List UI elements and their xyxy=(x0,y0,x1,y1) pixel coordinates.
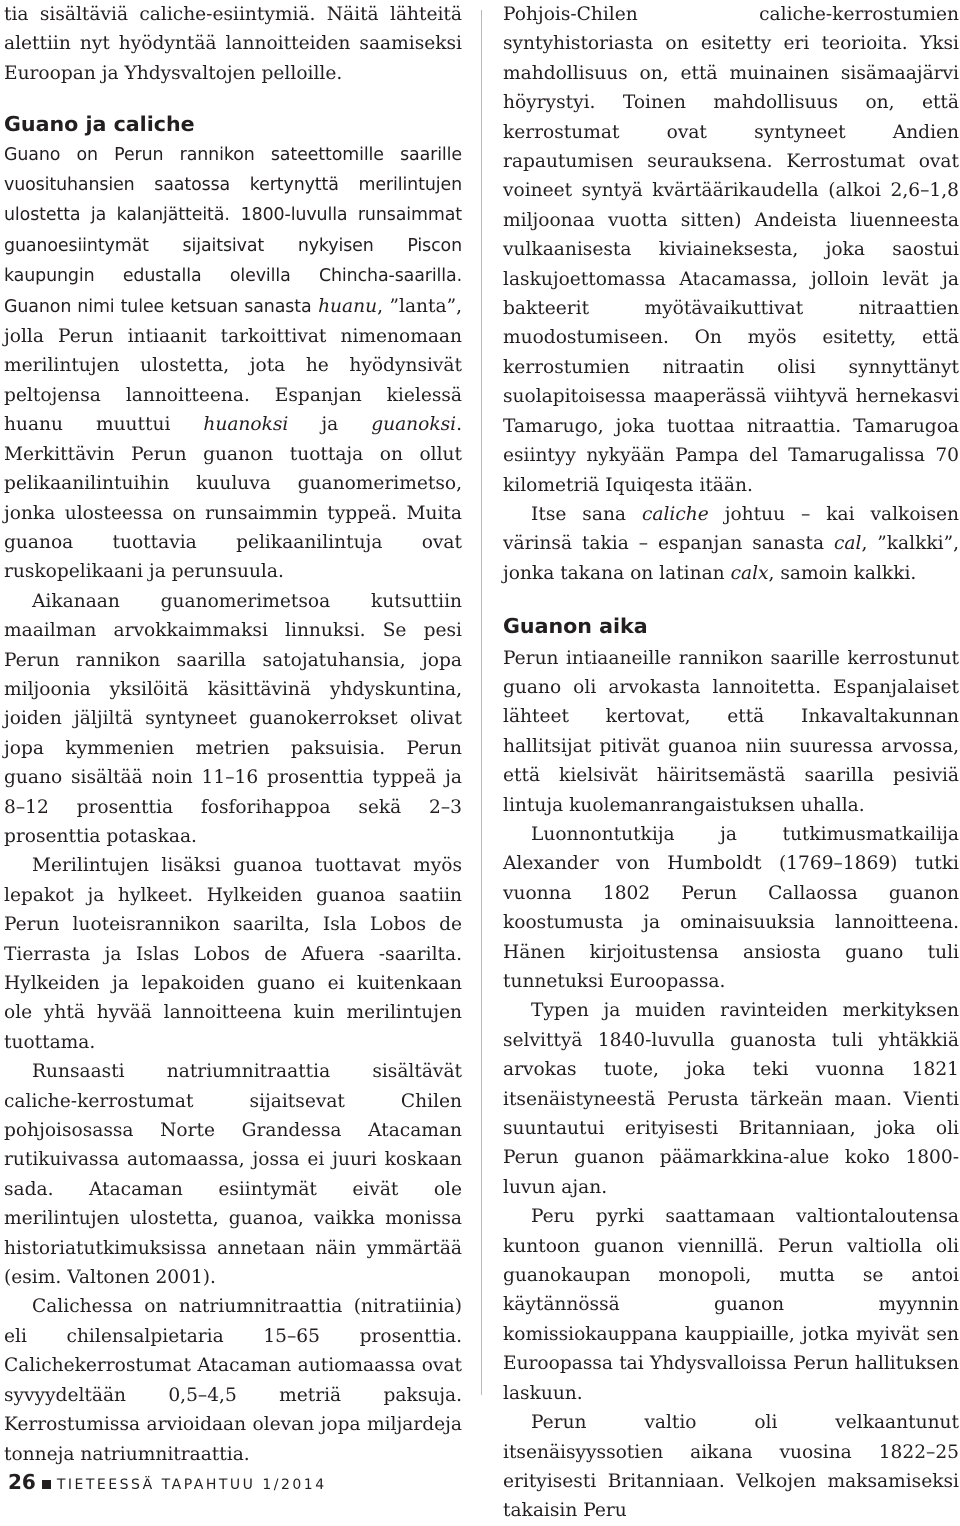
text-run: 1800-luvulla runsaimmat guanoesiintymät sijaitsivat nykyisen Piscon kaupungin edustalla olevilla Chincha-saarilla. xyxy=(4,205,462,287)
term-calx: calx xyxy=(730,562,769,584)
paragraph-natriumnitraatti: Calichessa on natriumnitraattia (nitratiinia) eli chilensalpietaria 15–65 prosenttia. Calichekerrostumat Atacaman autiomaassa ovat syvyydeltään 0,5–4,5 metriä paksuja. Kerrostumissa arvioidaan olevan jopa miljardeja tonneja natriumnitraattia. xyxy=(4,1296,462,1465)
term-cal: cal xyxy=(833,533,862,555)
section-heading-guanon-aika: Guanon aika xyxy=(503,614,648,639)
text-run: Guanon nimi tulee ketsuan sanasta xyxy=(4,296,312,317)
left-column xyxy=(4,0,462,1469)
paragraph-caliche-kerrostumat: Runsaasti natriumnitraattia sisältävät caliche-kerrostumat sijaitsevat Chilen pohjoisosassa Norte Grandessa Atacaman rutikuivassa automaassa, jossa ei juuri koskaan sada. Atacaman esiintymät eivät ole merilintujen ulostetta, guanoa, vaikka monissa historiatutkimuksissa annetaan näin ymmärtää (esim. Valtonen 2001). xyxy=(4,1061,462,1289)
square-bullet-icon xyxy=(42,1480,51,1489)
paragraph-sana-caliche xyxy=(503,500,959,588)
paragraph-guanomerimetso: Aikanaan guanomerimetsoa kutsuttiin maailman arvokkaimmaksi linnuksi. Se pesi Perun rannikon saarilla satojatuhansia, jopa miljoonia yksilöitä käsittävinä yhdyskuntina, joiden jäljiltä syntyneet guanokerrokset olivat jopa kymmenien metrien paksuisia. Perun guano sisältää noin 11–16 prosenttia typpeä ja 8–12 prosenttia fosforihappoa sekä 2–3 prosenttia potaskaa. xyxy=(4,590,462,847)
term-guanoksi: guanoksi xyxy=(371,414,457,436)
text-run: Guano on Perun rannikon sateettomille saarille vuosituhansien saatossa kertynyttä merilintujen ulostetta ja kalanjätteitä. xyxy=(4,144,462,226)
section-heading-guano-ja-caliche: Guano ja caliche xyxy=(4,112,195,137)
paragraph-typpi: Typen ja muiden ravinteiden merkityksen selvittyä 1840-luvulla guanosta tuli yhtäkkiä arvokas tuote, joka teki vuonna 1821 itsenäistyneestä Perusta tärkeän maan. Vienti suuntautui erityisesti Britanniaan, joka oli Perun guanon päämarkkina-alue koko 1800-luvun ajan. xyxy=(503,1000,959,1198)
term-caliche: caliche xyxy=(641,503,709,525)
column-divider xyxy=(481,10,482,1395)
term-huanoksi: huanoksi xyxy=(203,414,289,436)
paragraph-guano-definition xyxy=(4,140,462,587)
paragraph-valtiontalous: Peru pyrki saattamaan valtiontaloutensa kuntoon guanon viennillä. Perun valtiolla oli guanokaupan monopoli, mutta se antoi käytännössä guanon myynnin komissiokauppana kauppiaille, jotka myivät sen Euroopassa tai Yhdysvalloissa Perun hallituksen laskuun. xyxy=(503,1206,959,1404)
right-column xyxy=(503,0,959,1526)
intro-paragraph: tia sisältäviä caliche-esiintymiä. Näitä lähteitä alettiin nyt hyödyntää lannoitteiden saamiseksi Euroopan ja Yhdysvaltojen pelloille. xyxy=(4,4,462,84)
paragraph-intiaanit: Perun intiaaneille rannikon saarille kerrostunut guano oli arvokasta lannoitetta. Espanjalaiset lähteet kertovat, että Inkavaltakunnan hallitsijat pitivät guanoa niin suuressa arvossa, että kielsivät häiritsemästä saarilla pesiviä lintuja kuolemanrangaistuksen uhalla. xyxy=(503,647,959,816)
magazine-title: TIETEESSÄ TAPAHTUU 1/2014 xyxy=(56,1477,327,1493)
text-run: , samoin kalkki. xyxy=(768,562,917,584)
text-run: ja xyxy=(321,414,339,436)
page-footer xyxy=(8,1470,327,1494)
page-number: 26 xyxy=(8,1470,36,1494)
term-huanu: huanu xyxy=(318,295,378,317)
paragraph-lepakot-hylkeet: Merilintujen lisäksi guanoa tuottavat myös lepakot ja hylkeet. Hylkeiden guanoa saatiin Perun luoteisrannikon saarilta, Isla Lobos de Tierrasta ja Islas Lobos de Afuera -saarilta. Hylkeiden ja lepakoiden guano ei kuitenkaan ole yhtä hyvää lannoitteena kuin merilintujen tuottama. xyxy=(4,855,462,1053)
text-run: Itse sana xyxy=(531,503,627,525)
paragraph-velka: Perun valtio oli velkaantunut itsenäisyyssotien aikana vuosina 1822–25 erityisesti Britanniaan. Velkojen maksamiseksi takaisin Peru xyxy=(503,1412,959,1522)
paragraph-syntyhistoria: Pohjois-Chilen caliche-kerrostumien syntyhistoriasta on esitetty eri teorioita. Yksi mahdollisuus on, että muinainen sisämaajärvi höyrystyi. Toinen mahdollisuus on, että kerrostumat ovat syntyneet Andien rapautumisen seurauksena. Kerrostumat ovat voineet syntyä kvärtäärikaudella (alkoi 2,6–1,8 miljoonaa vuotta sitten) Andeista liuenneesta vulkaanisesta kiviaineksesta, joka saostui laskujoettomassa Atacamassa, jolloin levät ja bakteerit myötävaikuttivat nitraattien muodostumiseen. On myös esitetty, että kerrostumien nitraatin olisi synnyttänyt suolapitoisessa maaperässä viihtyvä hernekasvi Tamarugo, joka tuottaa nitraattia. Tamarugoa esiintyy nykyään Pampa del Tamarugalissa 70 kilometriä Iquiqesta itään. xyxy=(503,4,959,496)
text-run: johtuu – kai valkoisen värinsä takia – espanjan sanasta xyxy=(503,503,959,555)
paragraph-humboldt: Luonnontutkija ja tutkimusmatkailija Alexander von Humboldt (1769–1869) tutki vuonna 1802 Perun Callaossa guanon koostumusta ja ominaisuuksia lannoitteena. Hänen kirjoitustensa ansiosta guano tuli tunnetuksi Euroopassa. xyxy=(503,823,959,992)
text-run: , ”kalkki”, jonka takana on latinan xyxy=(503,533,959,584)
text-run: , ”lanta”, jolla Perun intiaanit tarkoittivat nimenomaan merilintujen ulostetta, jota he hyödynsivät peltojensa lannoitteena. Espanjan kielessä huanu muuttui xyxy=(4,295,462,436)
text-run: . Merkittävin Perun guanon tuottaja on ollut pelikaanilintuihin kuuluva guanomerimetso, jonka ulosteessa on runsaimmin typpeä. Muita guanoa tuottavia pelikaanilintuja ovat ruskopelikaani ja perunsuula. xyxy=(4,414,462,583)
